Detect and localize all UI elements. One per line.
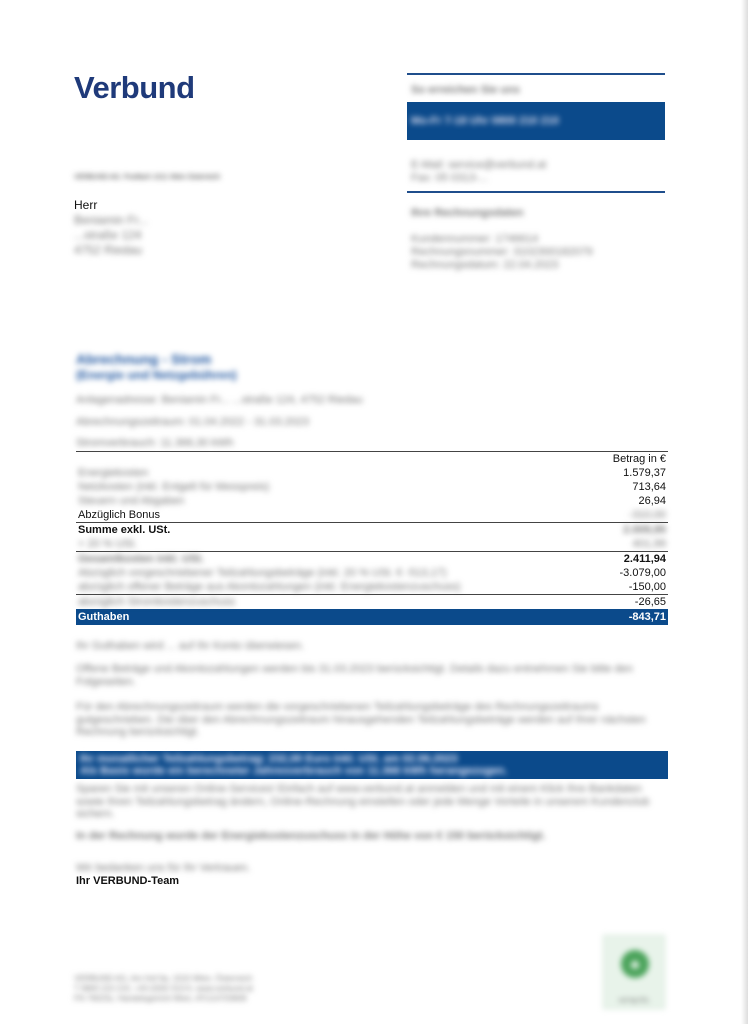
payments-note: Offene Beträge und Akontozahlungen werden bis 31.03.2023 berücksichtigt. Details dazu entnehmen Sie bitte den Folgeseiten. [76, 663, 633, 688]
contact-fax: Fax: 05 0313-... [411, 172, 489, 184]
table-row: Abzüglich Bonus -310,00 [78, 509, 666, 521]
billing-period: Abrechnungszeitraum: 01.04.2022 - 31.03.2023 [76, 416, 309, 428]
verbund-logo: Verbund [74, 70, 195, 105]
table-row: abzüglich offener Beträge aus Akontozahlungen (inkl. Energiekostenzuschuss) -150,00 [78, 581, 666, 593]
table-row: Abzüglich vorgeschriebener Teilzahlungsbeträge (inkl. 20 % USt. € -513,17) -3.079,00 [78, 567, 666, 579]
divider [407, 191, 665, 193]
footer [74, 974, 253, 1004]
billing-line: Rechnungsnummer: 3102300182079 [411, 246, 593, 258]
table-row: abzüglich Stromkostenzuschuss -26,65 [78, 596, 666, 608]
banner-line: Als Basis wurde ein berechneter Jahresverbrauch von 11.366 kWh herangezogen. [80, 765, 508, 777]
billing-details [411, 233, 593, 272]
billing-line: Rechnungsdatum: 22.04.2023 [411, 259, 559, 271]
total-row: Guthaben -843,71 [78, 611, 666, 623]
recipient-line: ...straße 124 [74, 228, 142, 242]
recipient-line: Beniamin Fr... [74, 213, 149, 227]
recipient-address [74, 198, 148, 258]
badge-label: co2 kg CO₂ [618, 998, 650, 1004]
table-row: Steuern und Abgaben 26,94 [78, 495, 666, 507]
billing-heading: Ihre Rechnungsdaten [411, 207, 524, 219]
table-row: Netzkosten (inkl. Entgelt für Messpreis) 713,64 [78, 481, 666, 493]
leaf-icon: ♣ [621, 950, 649, 978]
sender-line: VERBUND AG. Postfach 1011 Wien Österreich [74, 174, 221, 181]
hotline-bar [407, 102, 665, 140]
signature: Ihr VERBUND-Team [76, 875, 180, 887]
gross-row: Gesamtkosten inkl. USt. 2.411,94 [78, 553, 666, 565]
co2-badge [603, 935, 665, 1009]
contact-email: E-Mail: service@verbund.at [411, 159, 547, 171]
consumption: Stromverbrauch: 11.366,30 kWh [76, 437, 234, 449]
footer-line: T 0800 210 210, +43 (0)50 313-0, www.verbund.at [74, 984, 253, 993]
table-row: Energiekosten 1.579,37 [78, 467, 666, 479]
invoice-title: Abrechnung - Strom [76, 351, 212, 367]
contact-heading: So erreichen Sie uns [411, 84, 520, 96]
calculation-table [76, 451, 668, 625]
currency-header: Betrag in € [592, 452, 668, 467]
billing-line: Kundennummer: 1746614 [411, 233, 539, 245]
closing-line: Wir bedanken uns für Ihr Vertrauen. [76, 862, 251, 874]
refund-note: Ihr Guthaben wird ... auf Ihr Konto überwiesen. [76, 640, 305, 652]
hotline: Mo-Fr 7-18 Uhr 0800 210 210 [411, 115, 559, 127]
banner-line: Ihr monatlicher Teilzahlungsbetrag: 232,00 Euro inkl. USt. am 02.06.2023 [80, 753, 458, 765]
footer-line: VERBUND AG, Am Hof 6a, 1010 Wien, Österreich [74, 974, 253, 983]
sum-row: Summe exkl. USt. 2.009,95 [78, 524, 666, 536]
page-edge [741, 0, 748, 1024]
installment-banner [76, 751, 668, 779]
site-address: Anlagenadresse: Beniamin Fr... ...straße 124, 4752 Riedau [76, 394, 363, 406]
footer-line: FN 76023z, Handelsgericht Wien, ATU14703908 [74, 994, 247, 1003]
installments-note: Für den Abrechnungszeitraum werden die vorgeschriebenen Teilzahlungsbeträge des Rechnungszeitraums gutgeschrieben. Die über den Abrechnungszeitraum hinausgehenden Teilzahlungsbeträge werden auf Ihrer nächsten Rechnung berücksichtigt. [76, 701, 646, 738]
online-services-note: Sparen Sie mit unseren Online-Services! Einfach auf www.verbund.at anmelden und mit einem Klick Ihre Bankdaten sowie Ihren Teilzahlungsbetrag ändern, Online-Rechnung einstellen oder jede Menge Vorteile in unserem Kundenclub sichern. [76, 783, 650, 820]
contact-box [407, 73, 665, 193]
recipient-line: 4752 Riedau [74, 243, 143, 257]
vat-row: + 20 % USt. 401,99 [78, 538, 666, 550]
subsidy-note: In der Rechnung wurde der Energiekostenzuschuss in der Höhe von € 150 berücksichtigt. [76, 830, 546, 842]
recipient-line: Herr [74, 198, 98, 212]
invoice-subtitle: (Energie und Netzgebühren) [76, 368, 237, 382]
